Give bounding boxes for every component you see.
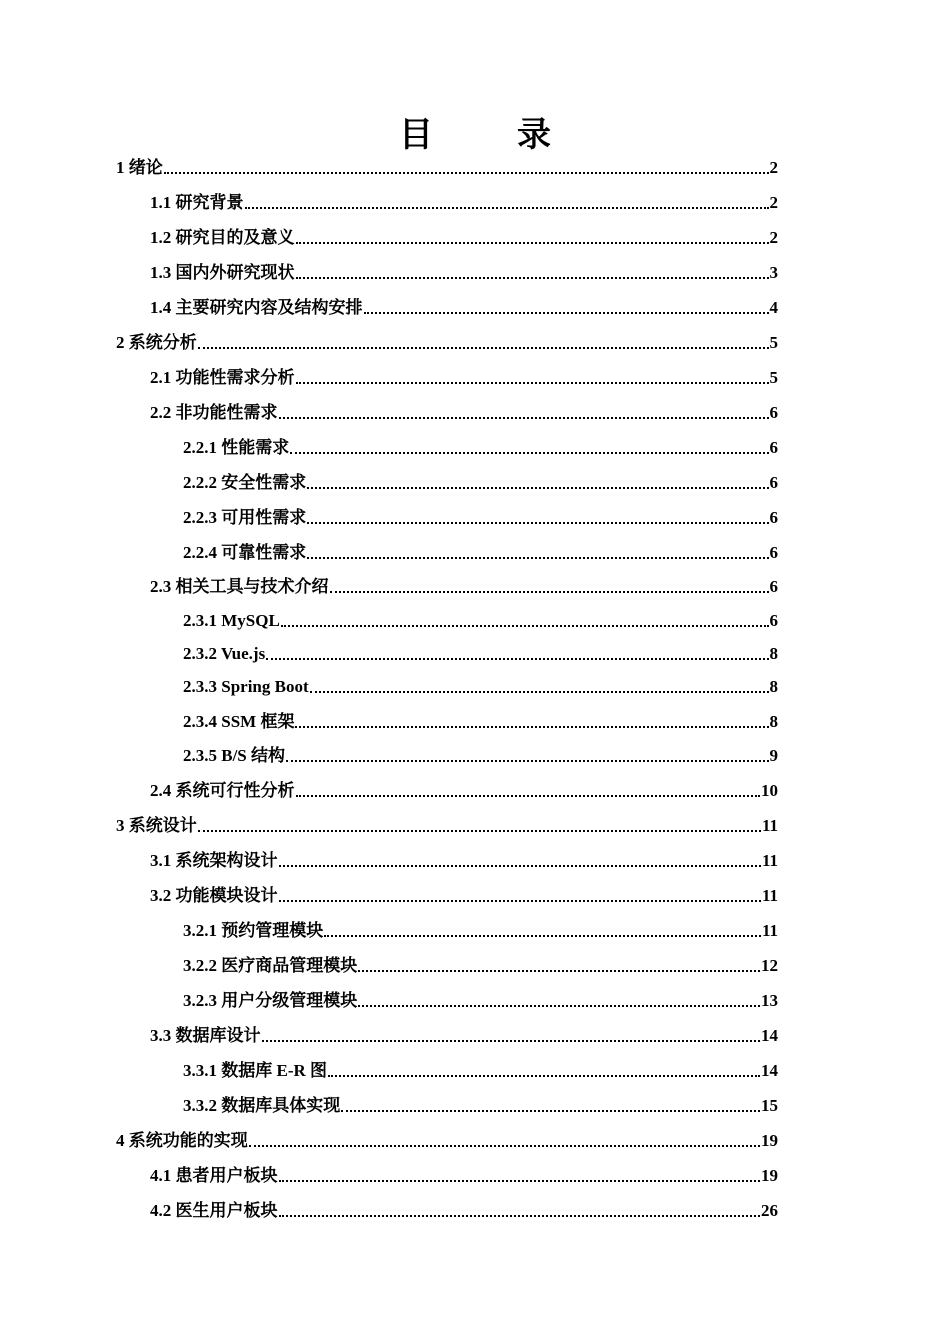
toc-page-number: 2 <box>769 228 778 247</box>
toc-entry[interactable] <box>116 1128 778 1154</box>
toc-leader-dots <box>330 591 769 593</box>
toc-entry[interactable] <box>183 918 778 944</box>
toc-page-number: 4 <box>769 298 778 317</box>
toc-entry[interactable] <box>183 435 778 461</box>
toc-leader-dots <box>279 1180 761 1182</box>
toc-entry[interactable] <box>183 709 778 735</box>
toc-entry[interactable] <box>150 778 778 804</box>
toc-entry-label: 2.4 系统可行性分析 <box>150 781 295 800</box>
toc-entry[interactable] <box>116 813 778 839</box>
toc-page-number: 11 <box>761 921 778 940</box>
toc-page-number: 6 <box>769 611 778 630</box>
toc-entry-label: 4.2 医生用户板块 <box>150 1201 278 1220</box>
toc-leader-dots <box>198 830 761 832</box>
toc-leader-dots <box>281 625 769 627</box>
toc-leader-dots <box>249 1145 760 1147</box>
toc-entry[interactable] <box>150 1198 778 1224</box>
toc-page-number: 6 <box>769 473 778 492</box>
toc-entry-label: 4.1 患者用户板块 <box>150 1166 278 1185</box>
toc-page-number: 6 <box>769 577 778 596</box>
toc-page-number: 14 <box>761 1061 778 1080</box>
toc-page-number: 11 <box>761 886 778 905</box>
toc-entry[interactable] <box>183 1093 778 1119</box>
toc-entry[interactable] <box>183 988 778 1014</box>
toc-entry[interactable] <box>183 608 778 634</box>
toc-entry[interactable] <box>150 225 778 251</box>
toc-page-number: 2 <box>769 193 778 212</box>
toc-page-number: 19 <box>761 1166 778 1185</box>
toc-entry-label: 1.4 主要研究内容及结构安排 <box>150 298 363 317</box>
toc-page-number: 10 <box>761 781 778 800</box>
toc-leader-dots <box>245 207 769 209</box>
toc-entry-label: 2 系统分析 <box>116 333 197 352</box>
toc-entry-label: 2.2.4 可靠性需求 <box>183 543 307 562</box>
toc-leader-dots <box>296 242 769 244</box>
toc-title-char-2: 录 <box>517 117 551 154</box>
toc-entry-label: 2.3 相关工具与技术介绍 <box>150 577 329 596</box>
toc-leader-dots <box>279 417 769 419</box>
toc-page-number: 6 <box>769 403 778 422</box>
toc-leader-dots <box>358 1005 760 1007</box>
toc-entry-label: 4 系统功能的实现 <box>116 1131 248 1150</box>
toc-entry-label: 2.2 非功能性需求 <box>150 403 278 422</box>
toc-page-number: 6 <box>769 508 778 527</box>
toc-entry[interactable] <box>183 505 778 531</box>
toc-entry-label: 2.3.4 SSM 框架 <box>183 712 295 731</box>
toc-entry[interactable] <box>150 848 778 874</box>
toc-leader-dots <box>296 382 769 384</box>
toc-entry-label: 3 系统设计 <box>116 816 197 835</box>
toc-entry-label: 2.1 功能性需求分析 <box>150 368 295 387</box>
toc-page-number: 26 <box>761 1201 778 1220</box>
toc-entry-label: 2.3.2 Vue.js <box>183 644 266 663</box>
toc-page-number: 9 <box>769 746 778 765</box>
toc-leader-dots <box>262 1040 761 1042</box>
toc-leader-dots <box>307 557 768 559</box>
toc-page-number: 19 <box>761 1131 778 1150</box>
toc-entry[interactable] <box>116 330 778 356</box>
toc-leader-dots <box>164 172 769 174</box>
toc-entry-label: 3.3.1 数据库 E-R 图 <box>183 1061 328 1080</box>
toc-entry-label: 2.3.5 B/S 结构 <box>183 746 286 765</box>
toc-entry[interactable] <box>150 365 778 391</box>
toc-page-number: 5 <box>769 368 778 387</box>
toc-entry-label: 2.3.3 Spring Boot <box>183 677 309 696</box>
toc-leader-dots <box>286 760 768 762</box>
toc-entry[interactable] <box>183 1058 778 1084</box>
toc-page-number: 12 <box>761 956 778 975</box>
toc-entry-label: 2.2.2 安全性需求 <box>183 473 307 492</box>
toc-page-number: 11 <box>761 851 778 870</box>
toc-entry[interactable] <box>183 540 778 566</box>
toc-entry-label: 3.3 数据库设计 <box>150 1026 261 1045</box>
toc-page-number: 8 <box>769 712 778 731</box>
toc-entry[interactable] <box>116 155 778 181</box>
toc-leader-dots <box>198 347 769 349</box>
toc-entry-label: 1.1 研究背景 <box>150 193 244 212</box>
toc-entry-label: 3.2.1 预约管理模块 <box>183 921 324 940</box>
toc-page-number: 6 <box>769 543 778 562</box>
toc-entry[interactable] <box>183 470 778 496</box>
toc-entry-label: 2.2.1 性能需求 <box>183 438 290 457</box>
toc-leader-dots <box>266 658 768 660</box>
toc-leader-dots <box>307 487 768 489</box>
toc-leader-dots <box>296 277 769 279</box>
toc-page-number: 14 <box>761 1026 778 1045</box>
toc-page-number: 15 <box>761 1096 778 1115</box>
toc-entry[interactable] <box>150 1163 778 1189</box>
toc-entry[interactable] <box>150 260 778 286</box>
toc-page-number: 5 <box>769 333 778 352</box>
toc-title-char-1: 目 <box>399 117 433 154</box>
toc-entry-label: 1.2 研究目的及意义 <box>150 228 295 247</box>
toc-entry-label: 1 绪论 <box>116 158 163 177</box>
toc-leader-dots <box>296 795 761 797</box>
toc-leader-dots <box>290 452 768 454</box>
toc-page-number: 6 <box>769 438 778 457</box>
toc-entry[interactable] <box>183 743 778 769</box>
toc-entry-label: 2.3.1 MySQL <box>183 611 280 630</box>
toc-entry-label: 3.2 功能模块设计 <box>150 886 278 905</box>
toc-leader-dots <box>358 970 760 972</box>
toc-entry[interactable] <box>150 1023 778 1049</box>
toc-page-number: 8 <box>769 644 778 663</box>
toc-leader-dots <box>295 726 768 728</box>
toc-entry[interactable] <box>183 953 778 979</box>
toc-page-number: 13 <box>761 991 778 1010</box>
toc-entry-label: 3.2.2 医疗商品管理模块 <box>183 956 358 975</box>
toc-entry[interactable] <box>150 190 778 216</box>
toc-entry[interactable] <box>183 641 778 667</box>
toc-page-number: 11 <box>761 816 778 835</box>
toc-entry[interactable] <box>150 400 778 426</box>
toc-entry[interactable] <box>150 883 778 909</box>
toc-entry-label: 3.3.2 数据库具体实现 <box>183 1096 341 1115</box>
toc-entry[interactable] <box>150 295 778 321</box>
toc-entry-label: 3.1 系统架构设计 <box>150 851 278 870</box>
toc-entry[interactable] <box>183 674 778 700</box>
toc-leader-dots <box>341 1110 760 1112</box>
toc-leader-dots <box>307 522 768 524</box>
toc-leader-dots <box>310 691 769 693</box>
toc-leader-dots <box>279 865 761 867</box>
toc-leader-dots <box>279 900 761 902</box>
toc-leader-dots <box>324 935 761 937</box>
toc-page-number: 8 <box>769 677 778 696</box>
toc-entry-label: 1.3 国内外研究现状 <box>150 263 295 282</box>
toc-leader-dots <box>364 312 769 314</box>
toc-leader-dots <box>328 1075 760 1077</box>
toc-entry[interactable] <box>150 574 778 600</box>
toc-entry-label: 3.2.3 用户分级管理模块 <box>183 991 358 1010</box>
toc-entry-label: 2.2.3 可用性需求 <box>183 508 307 527</box>
toc-page-number: 3 <box>769 263 778 282</box>
toc-page-number: 2 <box>769 158 778 177</box>
toc-leader-dots <box>279 1215 761 1217</box>
